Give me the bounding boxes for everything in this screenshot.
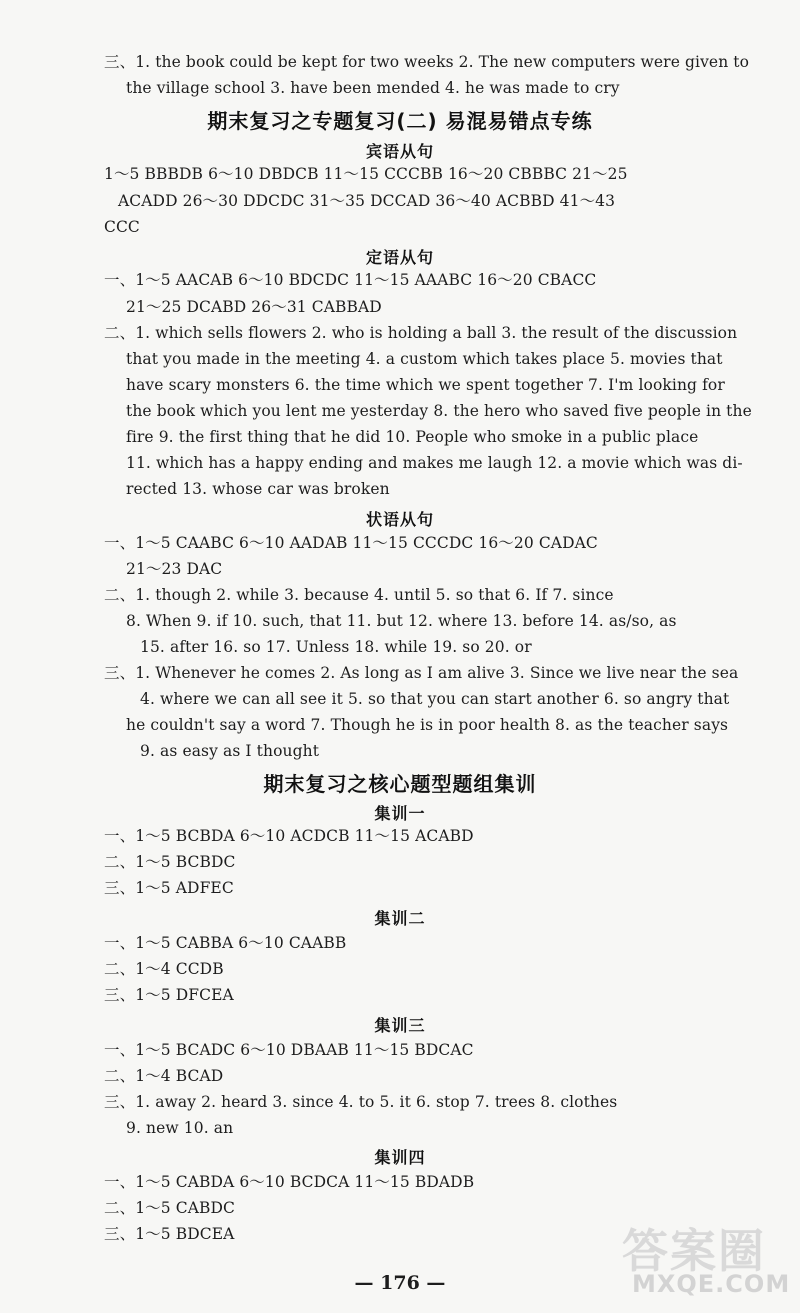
section-title-review-2: 期末复习之专题复习(二) 易混易错点专练 (207, 109, 593, 133)
set3-line-3: 三、1. away 2. heard 3. since 4. to 5. it 6. stop 7. trees 8. clothes (104, 1093, 618, 1111)
set4-line-2: 二、1～5 CABDC (104, 1199, 235, 1217)
adverbial-part3-line-2: 4. where we can all see it 5. so that you can start another 6. so angry that (140, 690, 730, 708)
attributive-part1-line-2: 21～25 DCABD 26～31 CABBAD (126, 298, 382, 316)
heading-object-clause: 宾语从句 (365, 142, 434, 161)
heading-set-1: 集训一 (374, 804, 426, 823)
attributive-part2-line-4: the book which you lent me yesterday 8. the hero who saved five people in the (126, 402, 752, 420)
adverbial-part1-line-1: 一、1～5 CAABC 6～10 AADAB 11～15 CCCDC 16～20 CADAC (104, 534, 598, 552)
heading-set-3: 集训三 (374, 1016, 426, 1035)
adverbial-part1-line-2: 21～23 DAC (126, 560, 223, 578)
set2-line-2: 二、1～4 CCDB (104, 960, 224, 978)
object-clause-line-2: ACADD 26～30 DDCDC 31～35 DCCAD 36～40 ACBBD 41～43 (118, 192, 616, 210)
heading-adverbial-clause: 状语从句 (365, 510, 434, 529)
heading-set-2: 集训二 (374, 909, 426, 928)
attributive-part2-line-6: 11. which has a happy ending and makes me laugh 12. a movie which was di- (126, 454, 743, 472)
attributive-part2-line-1: 二、1. which sells flowers 2. who is holding a ball 3. the result of the discussion (104, 324, 738, 342)
adverbial-part3-line-3: he couldn't say a word 7. Though he is in poor health 8. as the teacher says (126, 716, 729, 734)
attributive-part2-line-7: rected 13. whose car was broken (126, 480, 390, 498)
set3-line-1: 一、1～5 BCADC 6～10 DBAAB 11～15 BDCAC (104, 1041, 474, 1059)
object-clause-line-3: CCC (104, 218, 140, 236)
top-answers-line-1: 三、1. the book could be kept for two weeks 2. The new computers were given to (104, 53, 750, 71)
page-number: — 176 — (354, 1272, 446, 1294)
object-clause-line-1: 1～5 BBBDB 6～10 DBDCB 11～15 CCCBB 16～20 CBBBC 21～25 (104, 165, 628, 183)
set4-line-1: 一、1～5 CABDA 6～10 BCDCA 11～15 BDADB (104, 1173, 475, 1191)
set4-line-3: 三、1～5 BDCEA (104, 1225, 235, 1243)
attributive-part2-line-3: have scary monsters 6. the time which we spent together 7. I'm looking for (126, 376, 725, 394)
set2-line-1: 一、1～5 CABBA 6～10 CAABB (104, 934, 347, 952)
set1-line-3: 三、1～5 ADFEC (104, 879, 234, 897)
watermark-sub-text: MXQE.COM (632, 1270, 791, 1298)
adverbial-part3-line-1: 三、1. Whenever he comes 2. As long as I am alive 3. Since we live near the sea (104, 664, 739, 682)
adverbial-part2-line-2: 8. When 9. if 10. such, that 11. but 12. where 13. before 14. as/so, as (126, 612, 677, 630)
attributive-part2-line-2: that you made in the meeting 4. a custom which takes place 5. movies that (126, 350, 723, 368)
set3-line-2: 二、1～4 BCAD (104, 1067, 224, 1085)
set1-line-1: 一、1～5 BCBDA 6～10 ACDCB 11～15 ACABD (104, 827, 474, 845)
watermark-main-text: 答案圈 (622, 1224, 766, 1278)
top-answers-line-2: the village school 3. have been mended 4. he was made to cry (126, 79, 620, 97)
heading-set-4: 集训四 (374, 1148, 426, 1167)
adverbial-part2-line-3: 15. after 16. so 17. Unless 18. while 19. so 20. or (140, 638, 532, 656)
set2-line-3: 三、1～5 DFCEA (104, 986, 234, 1004)
attributive-part2-line-5: fire 9. the first thing that he did 10. People who smoke in a public place (126, 428, 699, 446)
attributive-part1-line-1: 一、1～5 AACAB 6～10 BDCDC 11～15 AAABC 16～20 CBACC (104, 271, 597, 289)
set3-line-4: 9. new 10. an (126, 1119, 234, 1137)
adverbial-part3-line-4: 9. as easy as I thought (140, 742, 320, 760)
watermark-logo (622, 1215, 792, 1305)
set1-line-2: 二、1～5 BCBDC (104, 853, 236, 871)
heading-attributive-clause: 定语从句 (365, 248, 434, 267)
adverbial-part2-line-1: 二、1. though 2. while 3. because 4. until 5. so that 6. If 7. since (104, 586, 614, 604)
section-title-core-training: 期末复习之核心题型题组集训 (263, 772, 537, 796)
